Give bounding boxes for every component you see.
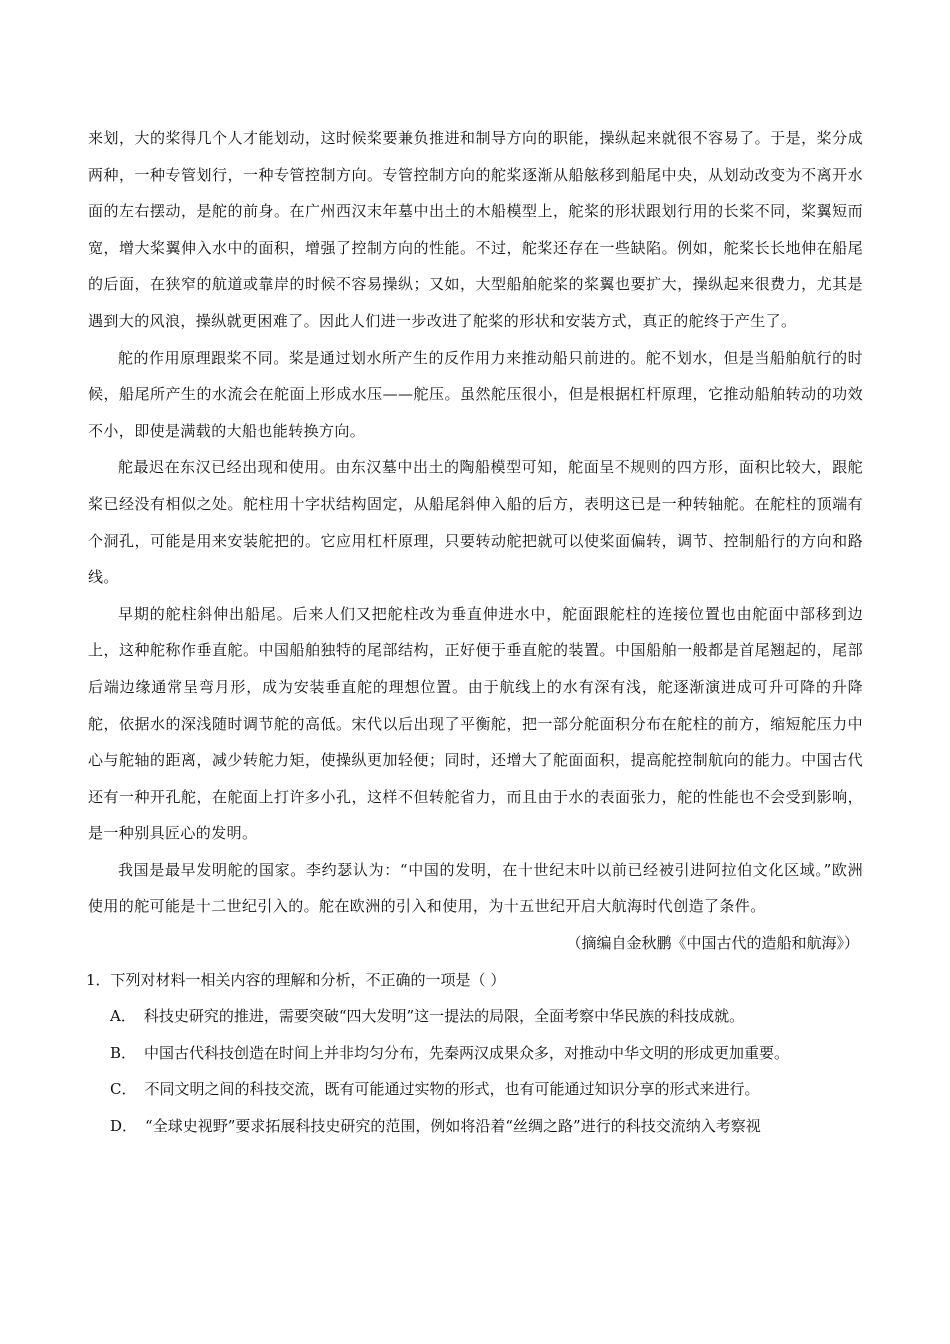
option-a-text: 科技史研究的推进，需要突破“四大发明”这一提法的局限，全面考察中华民族的科技成就。 [143, 1007, 745, 1026]
option-b-text: 中国古代科技创造在时间上并非均匀分布，先秦两汉成果众多，对推动中华文明的形成更加重要。 [144, 1043, 790, 1062]
document-page [88, 120, 863, 1145]
option-a-letter: A． [110, 1007, 136, 1026]
option-b [88, 1035, 863, 1072]
option-d-letter: D． [110, 1117, 138, 1136]
source-citation: （摘编自金秋鹏《中国古代的造船和航海》） [566, 934, 859, 953]
option-c-letter: C． [110, 1080, 137, 1099]
paragraph-5: 我国是最早发明舵的国家。李约瑟认为：“中国的发明，在十世纪末叶以前已经被引进阿拉伯文化区域。”欧洲使用的舵可能是十二世纪引入的。舵在欧洲的引入和使用，为十五世纪开启大航海时代创造了条件。 [88, 860, 863, 916]
paragraph-4: 早期的舵柱斜伸出船尾。后来人们又把舵柱改为垂直伸进水中，舵面跟舵柱的连接位置也由舵面中部移到边上，这种舵称作垂直舵。中国船舶独特的尾部结构，正好便于垂直舵的装置。中国船舶一般都是首尾翘起的，尾部后端边缘通常呈弯月形，成为安装垂直舵的理想位置。由于航线上的水有深有浅，舵逐渐演进成可升可降的升降舵，依据水的深浅随时调节舵的高低。宋代以后出现了平衡舵，把一部分舵面积分布在舵柱的前方，缩短舵压力中心与舵轴的距离，减少转舵力矩，使操纵更加轻便；同时，还增大了舵面面积，提高舵控制航向的能力。中国古代还有一种开孔舵，在舵面上打许多小孔，这样不但转舵省力，而且由于水的表面张力，舵的性能也不会受到影响，是一种别具匠心的发明。 [88, 604, 863, 843]
option-c-text: 不同文明之间的科技交流，既有可能通过实物的形式，也有可能通过知识分享的形式来进行。 [144, 1080, 760, 1099]
option-c [88, 1071, 863, 1108]
option-d-text: “全球史视野”要求拓展科技史研究的范围，例如将沿着“丝绸之路”进行的科技交流纳入考察视 [145, 1117, 761, 1136]
option-d [88, 1108, 863, 1145]
option-b-letter: B． [110, 1043, 137, 1062]
question-stem: 1．下列对材料一相关内容的理解和分析，不正确的一项是（ ） [86, 970, 506, 989]
option-a [88, 998, 863, 1035]
paragraph-1: 来划，大的桨得几个人才能划动，这时候桨要兼负推进和制导方向的职能，操纵起来就很不容易了。于是，桨分成两种，一种专管划行，一种专管控制方向。专管控制方向的舵桨逐渐从船舷移到船尾中央，从划动改变为不离开水面的左右摆动，是舵的前身。在广州西汉末年墓中出土的木船模型上，舵桨的形状跟划行用的长桨不同，桨翼短而宽，增大桨翼伸入水中的面积，增强了控制方向的性能。不过，舵桨还存在一些缺陷。例如，舵桨长长地伸在船尾的后面，在狭窄的航道或靠岸的时候不容易操纵；又如，大型船舶舵桨的桨翼也要扩大，操纵起来很费力，尤其是遇到大的风浪，操纵就更困难了。因此人们进一步改进了舵桨的形状和安装方式，真正的舵终于产生了。 [88, 129, 863, 330]
paragraph-2: 舵的作用原理跟桨不同。桨是通过划水所产生的反作用力来推动船只前进的。舵不划水，但是当船舶航行的时候，船尾所产生的水流会在舵面上形成水压——舵压。虽然舵压很小，但是根据杠杆原理，它推动船舶转动的功效不小，即使是满载的大船也能转换方向。 [88, 348, 863, 440]
paragraph-3: 舵最迟在东汉已经出现和使用。由东汉墓中出土的陶船模型可知，舵面呈不规则的四方形，面积比较大，跟舵桨已经没有相似之处。舵柱用十字状结构固定，从船尾斜伸入船的后方，表明这已是一种转轴舵。在舵柱的顶端有个洞孔，可能是用来安装舵把的。它应用杠杆原理，只要转动舵把就可以使桨面偏转，调节、控制船行的方向和路线。 [88, 458, 863, 587]
